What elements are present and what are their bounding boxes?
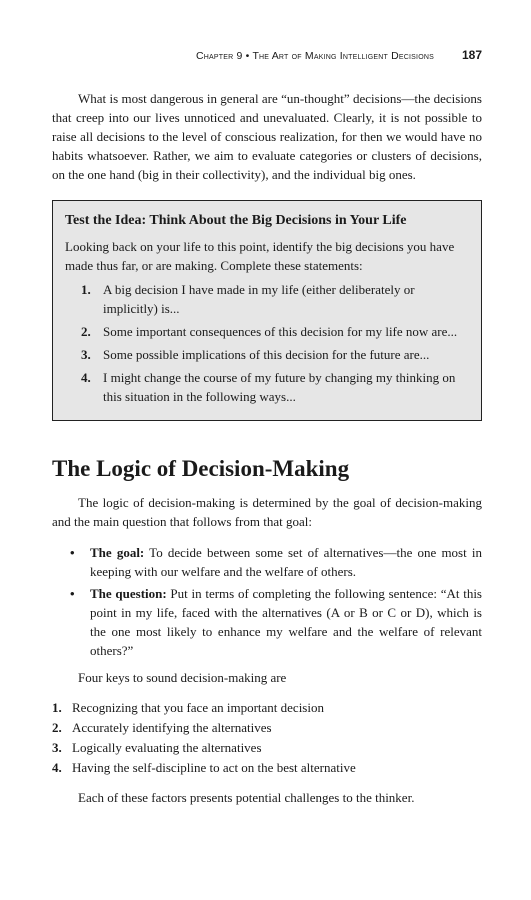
bullet-body: Put in terms of completing the following sentence: “At this point in my life, faced with the alternatives (A or B or C or D), which is the one most likely to enhance my welfare and the welfare of relevant others?” (90, 586, 482, 658)
list-item (52, 718, 482, 737)
bullet-label: The question: (90, 586, 167, 601)
bullet-text (90, 584, 482, 660)
section-heading: The Logic of Decision-Making (52, 456, 350, 481)
list-text: Accurately identifying the alternatives (72, 720, 272, 735)
list-text: Logically evaluating the alternatives (72, 740, 262, 755)
bullet-item (52, 543, 482, 581)
list-item (52, 758, 482, 777)
list-text: Some possible implications of this decision for the future are... (103, 347, 430, 362)
callout-list (65, 280, 469, 406)
list-text: Some important consequences of this decision for my life now are... (103, 324, 458, 339)
running-head (52, 48, 482, 66)
list-text: A big decision I have made in my life (either deliberately or implicitly) is... (103, 282, 415, 316)
list-text: I might change the course of my future by changing my thinking on this situation in the following ways... (103, 370, 456, 404)
bullet-icon: • (70, 545, 75, 560)
page-content (52, 89, 482, 807)
closing-paragraph: Each of these factors presents potential challenges to the thinker. (78, 790, 415, 805)
test-the-idea-box (52, 200, 482, 421)
keys-intro: Four keys to sound decision-making are (78, 670, 287, 685)
list-item (65, 280, 469, 318)
list-number: 1. (81, 282, 91, 297)
list-item (65, 368, 469, 406)
section-lead-paragraph: The logic of decision-making is determined by the goal of decision-making and the main question that follows from that goal: (52, 495, 482, 529)
intro-paragraph: What is most dangerous in general are “un-thought” decisions—the decisions that creep into our lives unnoticed and unevaluated. Clearly, it is not possible to raise all decisions to the level of conscious realization, for then we would have no habits whatsoever. Rather, we aim to evaluate categories or clusters of decisions, on the one hand (big in their collectivity), and the individual big ones. (52, 91, 482, 182)
bullet-text (90, 543, 482, 581)
page-number: 187 (461, 48, 482, 62)
keys-list (52, 698, 482, 777)
running-title: Chapter 9 • The Art of Making Intelligent Decisions (195, 50, 434, 62)
list-text: Having the self-discipline to act on the best alternative (72, 760, 356, 775)
list-item (52, 738, 482, 757)
list-item (65, 322, 469, 341)
list-text: Recognizing that you face an important decision (72, 700, 324, 715)
list-number: 2. (81, 324, 91, 339)
list-number: 2. (52, 720, 62, 735)
list-number: 1. (52, 700, 62, 715)
list-number: 4. (81, 370, 91, 385)
bullet-body: To decide between some set of alternatives—the one most in keeping with our welfare and the welfare of others. (90, 545, 482, 579)
callout-intro: Looking back on your life to this point, identify the big decisions you have made thus far, or are making. Complete these statements: (65, 239, 455, 273)
bullet-item (52, 584, 482, 660)
list-number: 3. (52, 740, 62, 755)
bullet-label: The goal: (90, 545, 145, 560)
bullet-list (52, 543, 482, 660)
list-item (52, 698, 482, 717)
list-number: 3. (81, 347, 91, 362)
callout-title: Test the Idea: Think About the Big Decisions in Your Life (65, 213, 407, 228)
list-item (65, 345, 469, 364)
bullet-icon: • (70, 586, 75, 601)
list-number: 4. (52, 760, 62, 775)
